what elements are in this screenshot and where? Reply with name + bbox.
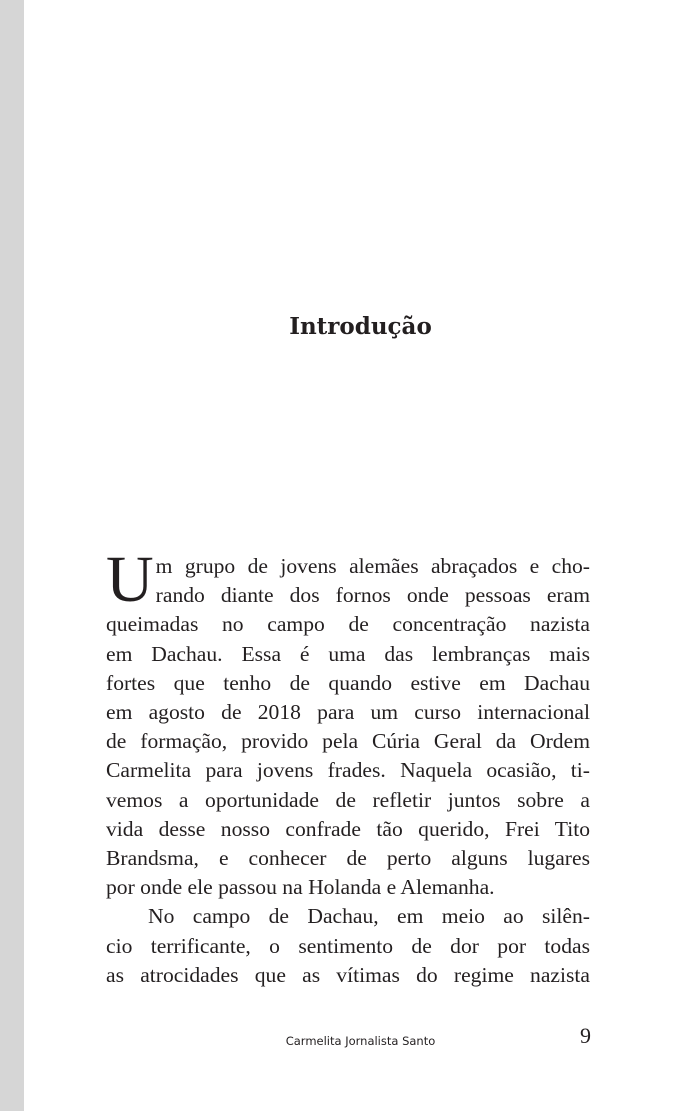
text-line: Carmelita para jovens frades. Naquela ocasião, ti- [106, 758, 590, 783]
text-line: fortes que tenho de quando estive em Dachau [106, 670, 590, 695]
text-line: de formação, provido pela Cúria Geral da Ordem [106, 729, 590, 754]
text-line: cio terrificante, o sentimento de dor por todas [106, 933, 590, 958]
page-gutter [0, 0, 24, 1111]
text-line: rando diante dos fornos onde pessoas eram [155, 583, 590, 608]
body-text [106, 543, 590, 990]
dropcap-lines [156, 552, 590, 610]
text-line: vemos a oportunidade de refletir juntos sobre a [106, 787, 590, 812]
text-line: queimadas no campo de concentração nazista [106, 612, 590, 637]
book-page [24, 0, 697, 1111]
text-line: as atrocidades que as vítimas do regime nazista [106, 962, 590, 987]
text-line: No campo de Dachau, em meio ao silên- [148, 904, 590, 929]
text-line: Brandsma, e conhecer de perto alguns lugares [106, 846, 590, 871]
paragraph-1 [106, 543, 590, 902]
paragraph-2 [106, 902, 590, 990]
text-line: m grupo de jovens alemães abraçados e cho- [155, 554, 590, 578]
drop-cap: U [106, 543, 154, 616]
text-line: vida desse nosso confrade tão querido, Frei Tito [106, 816, 590, 841]
text-line: em Dachau. Essa é uma das lembranças mais [106, 641, 590, 666]
dropcap-block [106, 543, 590, 616]
text-line: por onde ele passou na Holanda e Alemanha. [106, 875, 495, 900]
text-line: em agosto de 2018 para um curso internacional [106, 700, 590, 725]
chapter-title: Introdução [289, 313, 432, 340]
page-number: 9 [580, 1023, 591, 1048]
running-footer-title: Carmelita Jornalista Santo [285, 1034, 436, 1048]
